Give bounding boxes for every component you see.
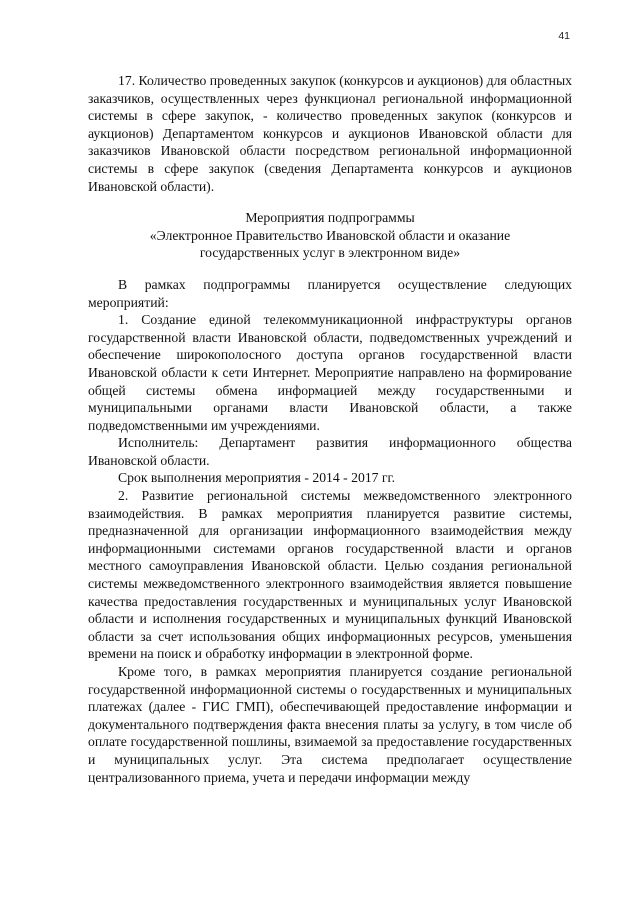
section-heading — [88, 209, 572, 262]
heading-line-1: Мероприятия подпрограммы — [245, 210, 415, 226]
paragraph-item-2: 2. Развитие региональной системы межведомственного электронного взаимодействия. В рамках мероприятия планируется развитие системы, предназначенной для организации информационного взаимодействия между информационными системами органов государственной власти и органов местного самоуправления Ивановской области. Целью создания региональной системы межведомственного электронного взаимодействия является повышение качества предоставления государственных и муниципальных услуг Ивановской области и исполнения государственных и муниципальных функций Ивановской области за счет использования общих информационных ресурсов, уменьшения времени на поиск и обработку информации в электронной форме. — [88, 488, 572, 662]
paragraph-executor: Исполнитель: Департамент развития информационного общества Ивановской области. — [88, 435, 572, 468]
paragraph-intro: В рамках подпрограммы планируется осуществление следующих мероприятий: — [88, 276, 572, 310]
paragraph-deadline: Срок выполнения мероприятия - 2014 - 2017 гг. — [118, 470, 396, 486]
paragraph-indicator-17: 17. Количество проведенных закупок (конкурсов и аукционов) для областных заказчиков, осуществленных через функционал региональной информационной системы в сфере закупок, - количество проведенных закупок (конкурсов и аукционов) Департаментом конкурсов и аукционов Ивановской области для заказчиков Ивановской области посредством региональной информационной системы в сфере закупок (сведения Департамента конкурсов и аукционов Ивановской области). — [88, 73, 572, 194]
paragraph-gis-gmp: Кроме того, в рамках мероприятия планируется создание региональной государственной информационной системы о государственных и муниципальных платежах (далее - ГИС ГМП), обеспечивающей предоставление информации и документального подтверждения факта внесения платы за услугу, в том числе об оплате государственной пошлины, взимаемой за предоставление государственных и муниципальных услуг. Эта система предполагает осуществление централизованного приема, учета и передачи информации между — [88, 664, 572, 785]
page-number: 41 — [558, 30, 570, 42]
heading-line-3: государственных услуг в электронном виде» — [199, 245, 461, 261]
paragraph-item-1: 1. Создание единой телекоммуникационной инфраструктуры органов государственной власти Ивановской области, подведомственных учреждений и обеспечение широкополосного доступа органов государственной власти Ивановской области к сети Интернет. Мероприятие направлено на формирование общей системы обмена информацией между государственными и муниципальными органами власти Ивановской области, а также подведомственными им учреждениями. — [88, 312, 572, 433]
document-body — [88, 72, 572, 786]
heading-line-2: «Электронное Правительство Ивановской области и оказание — [149, 227, 511, 243]
